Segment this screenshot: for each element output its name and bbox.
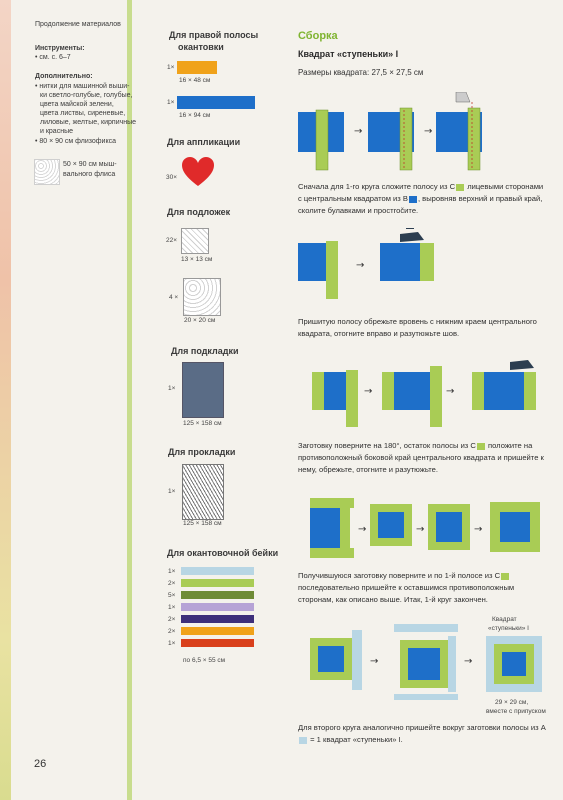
- tools-heading: Инструменты:: [35, 45, 85, 52]
- bias-strip-lightblue: [181, 567, 254, 575]
- strip1-dim: 16 × 48 см: [179, 77, 211, 84]
- coaster2-dim: 20 × 20 см: [184, 317, 216, 324]
- bias-heading: Для окантовочной бейки: [167, 548, 279, 558]
- bias-count: 1×: [168, 604, 176, 611]
- bias-dim: по 6,5 × 55 см: [183, 657, 226, 664]
- extra-line: • 80 × 90 см флизофикса: [35, 138, 116, 145]
- svg-text:→: →: [416, 524, 425, 535]
- batting-dim: 125 × 158 см: [183, 520, 222, 527]
- block-size: Размеры квадрата: 27,5 × 27,5 см: [298, 68, 424, 77]
- fleece-line: 50 × 90 см мыш-: [63, 161, 117, 168]
- step5-text: [298, 722, 548, 746]
- bias-strip-olive: [181, 591, 254, 599]
- step1-diagram: [296, 92, 551, 174]
- block-title: Квадрат «ступеньки» I: [298, 49, 399, 59]
- green-chip: [456, 184, 464, 191]
- diag-dim: вместе с припуском: [486, 708, 546, 715]
- svg-text:→: →: [446, 386, 455, 397]
- bias-strip-brick: [181, 639, 254, 647]
- bias-strip-green: [181, 579, 254, 587]
- bias-count: 5×: [168, 592, 176, 599]
- step5-diagram: [296, 622, 551, 702]
- blue-chip: [409, 196, 417, 203]
- lining-count: 1×: [168, 385, 176, 392]
- step1-text: [298, 181, 548, 217]
- step4-text-b: последовательно пришейте к оставшимся противоположным сторонам, как описано выше. Итак, 1-й круг закончен.: [298, 583, 515, 604]
- extra-line: ки светло-голубые, голубые,: [40, 92, 133, 99]
- coaster2-swatch: [183, 278, 221, 316]
- bias-count: 2×: [168, 616, 176, 623]
- step2-diagram: [296, 228, 551, 303]
- tools-item: • см. с. 6–7: [35, 54, 71, 61]
- diag-label: Квадрат: [492, 616, 517, 623]
- fleece-swatch: [34, 159, 60, 185]
- step3-text: [298, 440, 548, 476]
- green-chip: [501, 573, 509, 580]
- heart-icon: [181, 156, 215, 188]
- section-title: Сборка: [298, 30, 338, 42]
- strips-heading: окантовки: [178, 42, 224, 52]
- batting-heading: Для прокладки: [168, 447, 236, 457]
- svg-text:→: →: [364, 386, 373, 397]
- svg-text:→: →: [424, 126, 433, 137]
- strip2-count: 1×: [167, 99, 175, 106]
- step1-text-a: Сначала для 1-го круга сложите полосу из С: [298, 182, 456, 191]
- bias-count: 2×: [168, 580, 176, 587]
- batting-count: 1×: [168, 488, 176, 495]
- coaster2-count: 4 ×: [169, 294, 179, 301]
- extra-line: цвета листвы, сиреневые,: [40, 110, 126, 117]
- bias-strip-lilac: [181, 603, 254, 611]
- strip2-swatch-blue: [177, 96, 255, 109]
- step5-text-b: = 1 квадрат «ступеньки» I.: [310, 735, 403, 744]
- step4-diagram: [296, 492, 551, 562]
- bias-count: 1×: [168, 568, 176, 575]
- bias-strip-purple: [181, 615, 254, 623]
- step4-text: [298, 570, 548, 606]
- step3-text-b: положите на противоположный боковой край центрального квадрата и пришейте к нему, обрежьте, отогните и разутюжьте.: [298, 441, 544, 474]
- step5-text-a: Для второго круга аналогично пришейте вокруг заготовки полосы из А: [298, 723, 546, 732]
- fleece-line: вального флиса: [63, 171, 116, 178]
- green-chip: [477, 443, 485, 450]
- coaster1-count: 22×: [166, 237, 178, 244]
- svg-text:→: →: [358, 524, 367, 535]
- step4-text-a: Получившуюся заготовку поверните и по 1-й полосе из С: [298, 571, 501, 580]
- extra-line: • нитки для машинной выши-: [35, 83, 130, 90]
- lightblue-chip: [299, 737, 307, 744]
- svg-text:→: →: [474, 524, 483, 535]
- svg-text:→: →: [354, 126, 363, 137]
- step2-text-a: Пришитую полосу обрежьте вровень с нижним краем центрального квадрата, отогните вправо и разутюжьте шов.: [298, 317, 537, 338]
- batting-swatch: [182, 464, 224, 520]
- applique-heading: Для аппликации: [167, 137, 241, 147]
- extra-line: и красные: [40, 128, 73, 135]
- continued-label: Продолжение материалов: [35, 21, 121, 28]
- diag-label: «ступеньки» I: [488, 625, 529, 632]
- extra-heading: Дополнительно:: [35, 73, 93, 80]
- bias-count: 2×: [168, 628, 176, 635]
- svg-text:→: →: [370, 656, 379, 667]
- bias-strip-orange: [181, 627, 254, 635]
- applique-count: 30×: [166, 174, 178, 181]
- strip1-count: 1×: [167, 64, 175, 71]
- diag-dim: 29 × 29 см,: [495, 699, 529, 706]
- lining-dim: 125 × 158 см: [183, 420, 222, 427]
- step1-text-c: , выровняв верхний и правый край, сколите булавками и простročите.: [298, 194, 543, 215]
- lining-swatch: [182, 362, 224, 418]
- step2-text: [298, 316, 548, 340]
- strips-heading: Для правой полосы: [169, 30, 259, 40]
- extra-line: лиловые, желтые, кирпичные: [40, 119, 137, 126]
- strip1-swatch-orange: [177, 61, 217, 74]
- step3-diagram: [296, 352, 551, 427]
- coaster1-dim: 13 × 13 см: [181, 256, 213, 263]
- page-number: 26: [34, 758, 47, 770]
- step1-text-b: лицевыми сторонами с центральным квадратом из В: [298, 182, 544, 203]
- lining-heading: Для подкладки: [171, 346, 239, 356]
- step3-text-a: Заготовку поверните на 180°, остаток полосы из С: [298, 441, 476, 450]
- coaster1-swatch: [181, 228, 209, 254]
- page-edge: [0, 0, 11, 800]
- svg-text:→: →: [464, 656, 473, 667]
- extra-line: цвета майской зелени,: [40, 101, 114, 108]
- coasters-heading: Для подложек: [167, 207, 231, 217]
- strip2-dim: 16 × 94 см: [179, 112, 211, 119]
- svg-text:→: →: [356, 260, 365, 271]
- bias-count: 1×: [168, 640, 176, 647]
